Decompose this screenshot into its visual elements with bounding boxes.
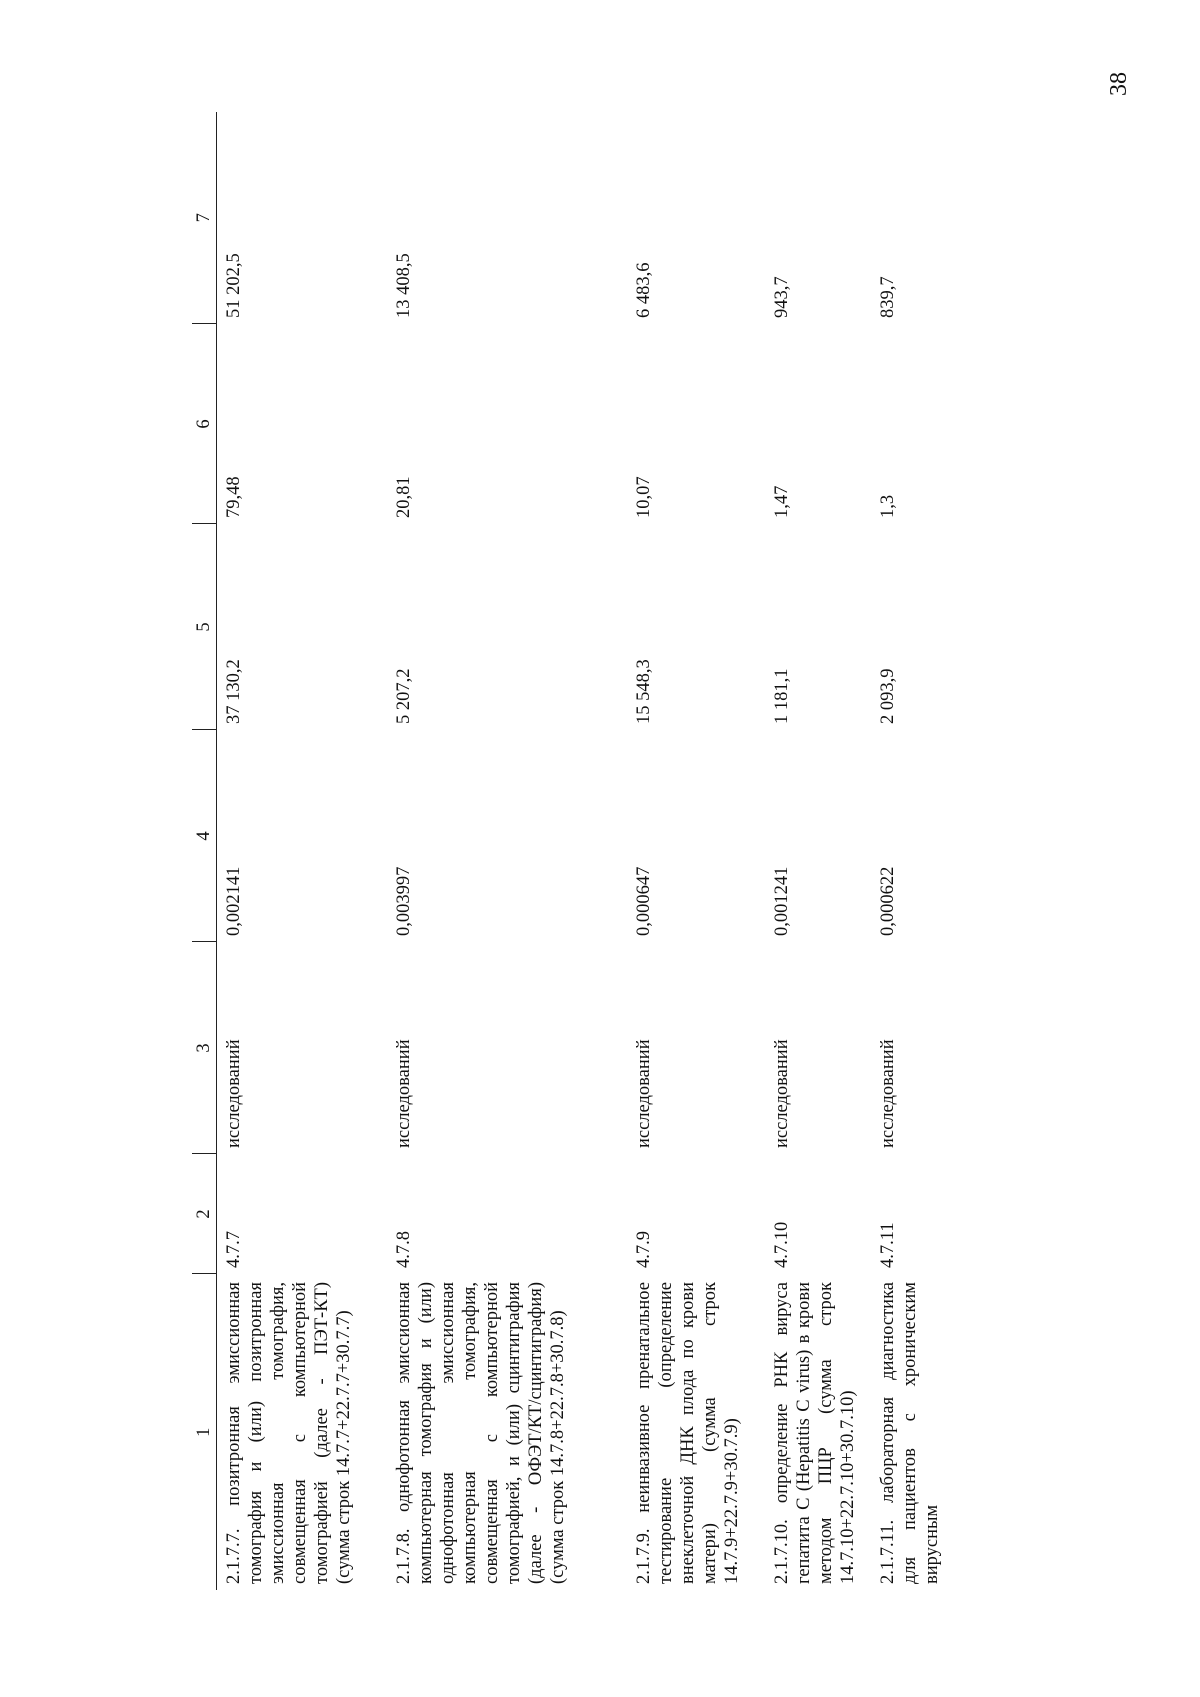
table-row — [387, 112, 627, 1590]
indicator-name: 2.1.7.10. определение РНК вируса гепатита С (Hepatitis C virus) в крови методом ПЦР (сумма строк 14.7.10+22.7.10+30.7.10) — [771, 1282, 858, 1584]
unit: исследований — [224, 1039, 244, 1148]
total-value: 839,7 — [877, 276, 898, 318]
column-header: 7 — [192, 112, 217, 324]
table-header-row — [192, 112, 217, 1590]
table-row — [627, 112, 765, 1590]
unit: исследований — [633, 1039, 654, 1148]
norm-value: 0,000647 — [633, 866, 654, 936]
per-capita-value: 1,47 — [771, 485, 792, 518]
column-header: 2 — [192, 1154, 217, 1274]
row-code: 4.7.10 — [771, 1221, 792, 1268]
norm-value: 0,003997 — [393, 866, 414, 936]
row-code: 4.7.9 — [633, 1231, 654, 1268]
per-capita-value: 20,81 — [393, 476, 414, 518]
rotated-page — [192, 93, 958, 1590]
column-header: 6 — [192, 324, 217, 524]
page-number: 38 — [1106, 72, 1132, 96]
unit: исследований — [771, 1039, 792, 1148]
unit: исследований — [877, 1039, 898, 1148]
indicator-name: 2.1.7.8. однофотонная эмиссионная компьютерная томография и (или) однофотонная эмиссионная компьютерная томография, совмещенная с компьютерной томографией, и (или) сцинтиграфия (далее - ОФЭТ/КТ/сцинтиграфия) (сумма строк 14.7.8+22.7.8+30.7.8) — [393, 1282, 568, 1584]
norm-value: 0,000622 — [877, 866, 898, 936]
row-code: 4.7.8 — [393, 1231, 414, 1268]
cost-value: 5 207,2 — [393, 668, 414, 724]
indicator-name: 2.1.7.11. лабораторная диагностика для пациентов с хроническим вирусным — [877, 1282, 942, 1584]
table-row — [871, 112, 943, 1590]
norm-value: 0,001241 — [771, 866, 792, 936]
indicator-name: 2.1.7.7. позитронная эмиссионная томография и (или) позитронная эмиссионная томография, совмещенная с компьютерной томографией (далее - ПЭТ-КТ) (сумма строк 14.7.7+22.7.7+30.7.7) — [224, 1282, 354, 1584]
norm-value: 0,002141 — [224, 866, 244, 936]
total-value: 13 408,5 — [393, 253, 414, 318]
column-header: 3 — [192, 942, 217, 1154]
total-value: 6 483,6 — [633, 262, 654, 318]
row-code: 4.7.7 — [224, 1231, 244, 1268]
cost-value: 1 181,1 — [771, 668, 792, 724]
indicator-name: 2.1.7.9. неинвазивное пренатальное тестирование (определение внеклеточной ДНК плода по крови матери) (сумма строк 14.7.9+22.7.9+30.7.9) — [633, 1282, 742, 1584]
total-value: 51 202,5 — [224, 253, 244, 318]
column-header: 1 — [192, 1274, 217, 1590]
table-row — [217, 112, 387, 1590]
table-row — [765, 112, 871, 1590]
cost-value: 2 093,9 — [877, 668, 898, 724]
cost-value: 15 548,3 — [633, 659, 654, 724]
data-table — [192, 112, 943, 1590]
column-header: 4 — [192, 730, 217, 942]
row-code: 4.7.11 — [877, 1222, 898, 1268]
per-capita-value: 79,48 — [224, 476, 244, 518]
total-value: 943,7 — [771, 276, 792, 318]
unit: исследований — [393, 1039, 414, 1148]
per-capita-value: 10,07 — [633, 476, 654, 518]
per-capita-value: 1,3 — [877, 494, 898, 518]
column-header: 5 — [192, 524, 217, 730]
cost-value: 37 130,2 — [224, 659, 244, 724]
